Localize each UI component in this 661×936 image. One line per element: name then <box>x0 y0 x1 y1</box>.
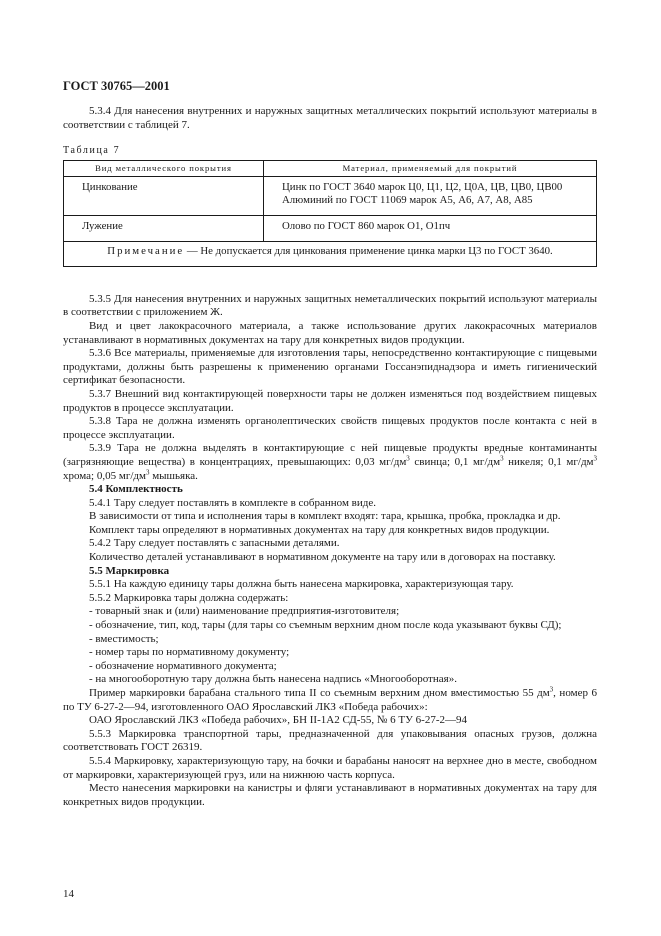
page-content <box>63 105 597 809</box>
paragraph-5-3-4: 5.3.4 Для нанесения внутренних и наружных защитных металлических покрытий используют материалы в соответствии с таблицей 7. <box>63 105 597 131</box>
table-cell-material <box>264 176 597 215</box>
table-7 <box>63 160 597 267</box>
section-heading-5-4: 5.4 Комплектность <box>89 483 183 496</box>
table-note-row <box>64 241 597 266</box>
paragraph-5-3-9: 5.3.9 Тара не должна выделять в контактирующие с ней пищевые продукты вредные контаминанты (загрязняющие вещества) в концентрациях, превышающих: 0,03 $мг/дм^3$ свинца; 0,1 $мг/дм^3$ никеля; 0,1 $мг/дм^3$ хрома; 0,05 $мг/дм^3$ мышьяка. <box>63 442 597 482</box>
list-item: - обозначение нормативного документа; <box>89 659 277 672</box>
paragraph: Количество деталей устанавливают в нормативном документе на тару или в договорах на поставку. <box>89 551 556 564</box>
paragraph-5-5-2: 5.5.2 Маркировка тары должна содержать: <box>89 591 289 604</box>
table-cell-material <box>264 215 597 241</box>
paragraph-5-3-5: 5.3.5 Для нанесения внутренних и наружных защитных неметаллических покрытий используют материалы в соответствии с приложением Ж. <box>63 292 597 319</box>
table-header-coating-type: Вид металлического покрытия <box>64 160 264 176</box>
paragraph-5-4-2: 5.4.2 Тару следует поставлять с запасными деталями. <box>89 537 340 550</box>
paragraph: Комплект тары определяют в нормативных документах на тару для конкретных видов продукции. <box>89 523 550 536</box>
section-heading-5-5: 5.5 Маркировка <box>89 564 170 577</box>
paragraph: Место нанесения маркировки на канистры и фляги устанавливают в нормативных документах на тару для конкретных видов продукции. <box>63 782 597 808</box>
table-caption: Таблица 7 <box>63 145 121 157</box>
table-cell-type: Лужение <box>64 215 264 241</box>
list-item: - номер тары по нормативному документу; <box>89 646 290 659</box>
list-item: - обозначение, тип, код, тары (для тары со съемным верхним дном после кода указывают буквы СД); <box>89 619 562 632</box>
standard-header: ГОСТ 30765—2001 <box>63 79 170 93</box>
note-label: Примечание <box>107 244 185 257</box>
list-item: - товарный знак и (или) наименование предприятия-изготовителя; <box>89 605 400 618</box>
table-header-row <box>64 160 597 176</box>
material-line: Алюминий по ГОСТ 11069 марок А5, А6, А7, А8, А85 <box>282 193 533 206</box>
list-item: - вместимость; <box>89 632 159 645</box>
paragraph-5-5-3: 5.5.3 Маркировка транспортной тары, предназначенной для упаковывания опасных грузов, должна соответствовать ГОСТ 26319. <box>63 727 597 754</box>
material-line: Цинк по ГОСТ 3640 марок Ц0, Ц1, Ц2, Ц0А, ЦВ, ЦВ0, ЦВ00 <box>282 180 563 193</box>
paragraph: В зависимости от типа и исполнения тары в комплект входят: тара, крышка, пробка, прокладка и др. <box>89 510 561 523</box>
paragraph-5-5-4: 5.5.4 Маркировку, характеризующую тару, на бочки и барабаны наносят на верхнее дно в месте, свободном от маркировки, характеризующей груз, или на нижнюю часть корпуса. <box>63 754 597 781</box>
paragraph-5-5-1: 5.5.1 На каждую единицу тары должна быть нанесена маркировка, характеризующая тару. <box>89 578 514 591</box>
table-row <box>64 215 597 241</box>
note-text: — Не допускается для цинкования применение цинка марки Ц3 по ГОСТ 3640. <box>186 244 553 257</box>
marking-example: Пример маркировки барабана стального типа II со съемным верхним дном вместимостью 55 $дм^3$, номер 6 по ТУ 6-27-2—94, изготовленного ОАО Ярославский ЛКЗ «Победа рабочих»: <box>63 685 597 713</box>
paragraph-5-4-1: 5.4.1 Тару следует поставлять в комплекте в собранном виде. <box>89 496 376 509</box>
paragraph-5-3-8: 5.3.8 Тара не должна изменять органолептических свойств пищевых продуктов после контакта с ней в процессе эксплуатации. <box>63 415 597 441</box>
paragraph: Вид и цвет лакокрасочного материала, а также использование других лакокрасочных материалов устанавливают в нормативных документах на тару для конкретных видов продукции. <box>63 319 597 346</box>
table-cell-type: Цинкование <box>64 176 264 215</box>
paragraph-5-3-7: 5.3.7 Внешний вид контактирующей поверхности тары не должен изменяться под воздействием пищевых продуктов в процессе эксплуатации. <box>63 387 597 414</box>
material-line: Олово по ГОСТ 860 марок О1, О1пч <box>282 219 451 232</box>
marking-example-line: ОАО Ярославский ЛКЗ «Победа рабочих», БН II-1А2 СД-55, № 6 ТУ 6-27-2—94 <box>89 714 467 727</box>
table-note <box>64 241 597 266</box>
paragraph-5-3-6: 5.3.6 Все материалы, применяемые для изготовления тары, непосредственно контактирующие с пищевыми продуктами, должны быть разрешены к применению органами Госсанэпиднадзора и иметь гигиенический сертификат безопасности. <box>63 347 597 387</box>
page-number: 14 <box>63 888 74 900</box>
list-item: - на многооборотную тару должна быть нанесена надпись «Многооборотная». <box>89 673 457 686</box>
table-header-material: Материал, применяемый для покрытий <box>264 160 597 176</box>
table-row <box>64 176 597 215</box>
